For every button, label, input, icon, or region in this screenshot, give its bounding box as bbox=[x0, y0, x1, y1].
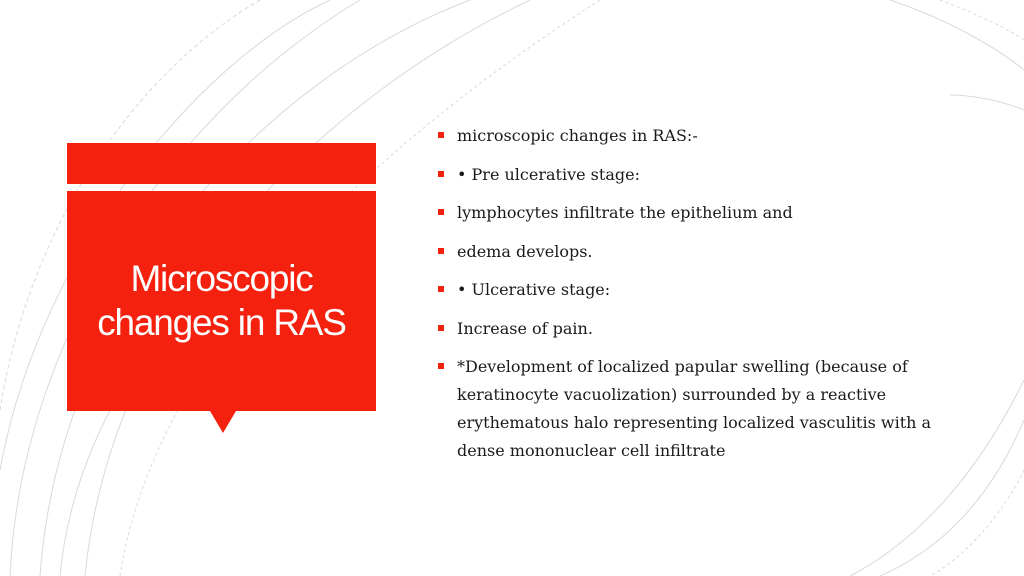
list-item bbox=[438, 122, 978, 150]
bullet-text: • Pre ulcerative stage: bbox=[457, 164, 640, 184]
bullet-square-icon bbox=[438, 325, 444, 331]
bullet-text: microscopic changes in RAS:- bbox=[457, 126, 698, 145]
slide-title: Microscopic changes in RAS bbox=[97, 258, 346, 343]
bullet-square-icon bbox=[438, 286, 444, 292]
bullet-text: *Development of localized papular swelling (because of keratinocyte vacuolization) surrounded by a reactive erythematous halo representing localized vasculitis with a dense mononuclear cell infiltrate bbox=[457, 357, 932, 460]
bullet-text: lymphocytes infiltrate the epithelium and bbox=[457, 203, 793, 222]
list-item bbox=[438, 161, 978, 189]
bullet-square-icon bbox=[438, 132, 444, 138]
title-accent-bar bbox=[67, 143, 376, 184]
bullet-text: Increase of pain. bbox=[457, 318, 593, 338]
bullet-square-icon bbox=[438, 209, 444, 215]
title-pointer bbox=[210, 411, 236, 433]
bullet-text: edema develops. bbox=[457, 241, 593, 261]
list-item bbox=[438, 199, 978, 227]
list-item bbox=[438, 238, 978, 266]
list-item bbox=[438, 315, 978, 343]
bullet-square-icon bbox=[438, 171, 444, 177]
bullet-text: • Ulcerative stage: bbox=[457, 280, 611, 299]
bullet-list bbox=[438, 122, 978, 476]
bullet-square-icon bbox=[438, 248, 444, 254]
list-item bbox=[438, 276, 978, 304]
list-item bbox=[438, 353, 978, 465]
title-box bbox=[67, 191, 376, 411]
bullet-square-icon bbox=[438, 363, 444, 369]
